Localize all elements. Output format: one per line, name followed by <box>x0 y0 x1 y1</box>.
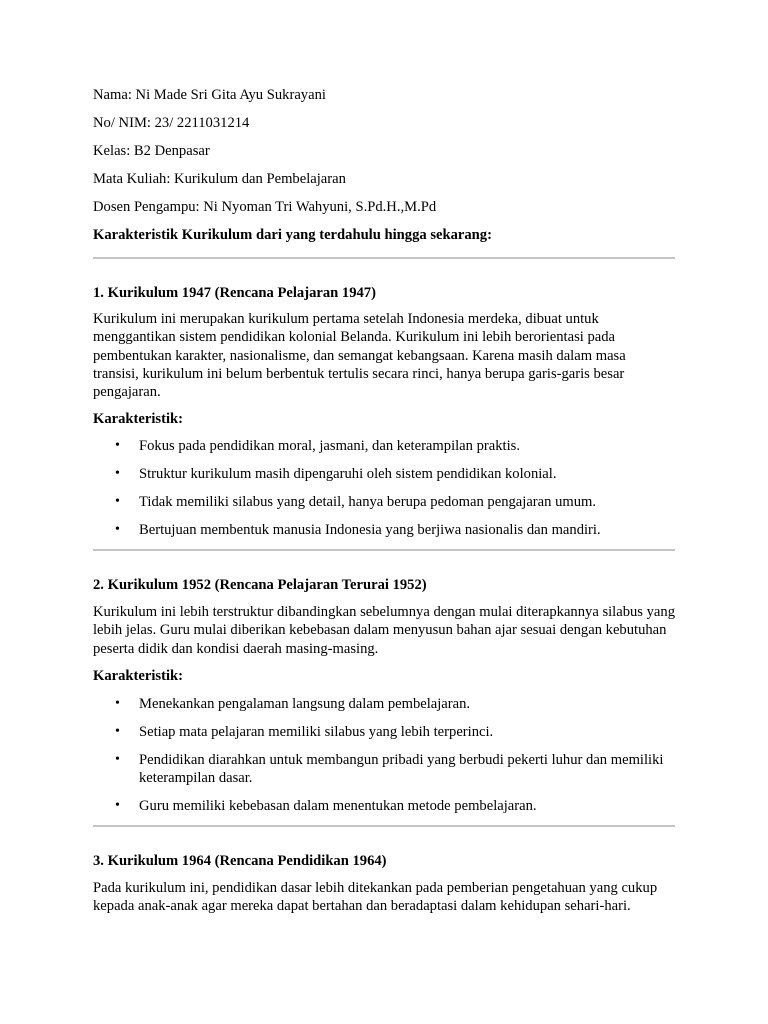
list-item: • Bertujuan membentuk manusia Indonesia yang berjiwa nasionalis dan mandiri. <box>115 522 601 539</box>
bullet-icon: • <box>115 522 120 538</box>
list-item: • Guru memiliki kebebasan dalam menentukan metode pembelajaran. <box>115 798 537 815</box>
section-paragraph: Kurikulum ini merupakan kurikulum pertama setelah Indonesia merdeka, dibuat untuk menggantikan sistem pendidikan kolonial Belanda. Kurikulum ini lebih berorientasi pada pembentukan karakter, nasionalisme, dan semangat kebangsaan. Karena masih dalam masa transisi, kurikulum ini belum berbentuk tertulis secara rinci, hanya berupa garis-garis besar pengajaran. <box>93 310 626 401</box>
section-kurikulum-1964 <box>93 852 675 916</box>
characteristics-list <box>93 437 675 539</box>
divider <box>93 549 675 551</box>
list-item: • Setiap mata pelajaran memiliki silabus yang lebih terperinci. <box>115 723 494 740</box>
list-item: • Tidak memiliki silabus yang detail, hanya berupa pedoman pengajaran umum. <box>115 494 597 511</box>
divider <box>93 257 675 259</box>
document-heading: Karakteristik Kurikulum dari yang terdahulu hingga sekarang: <box>93 227 492 243</box>
characteristics-label: Karakteristik: <box>93 410 183 427</box>
course-name: Mata Kuliah: Kurikulum dan Pembelajaran <box>93 171 346 187</box>
bullet-icon: • <box>115 438 120 454</box>
section-title: 2. Kurikulum 1952 (Rencana Pelajaran Terurai 1952) <box>93 576 427 593</box>
section-title: 3. Kurikulum 1964 (Rencana Pendidikan 1964) <box>93 852 387 869</box>
student-nim: No/ NIM: 23/ 2211031214 <box>93 115 250 131</box>
bullet-icon: • <box>115 751 120 767</box>
bullet-icon: • <box>115 723 120 739</box>
list-item: • Menekankan pengalaman langsung dalam pembelajaran. <box>115 695 471 712</box>
section-paragraph: Pada kurikulum ini, pendidikan dasar lebih ditekankan pada pemberian pengetahuan yang cukup kepada anak-anak agar mereka dapat bertahan dan beradaptasi dalam kehidupan sehari-hari. <box>93 879 658 915</box>
section-paragraph: Kurikulum ini lebih terstruktur dibandingkan sebelumnya dengan mulai diterapkannya silabus yang lebih jelas. Guru mulai diberikan kebebasan dalam menyusun bahan ajar sesuai dengan kebutuhan peserta didik dan kondisi daerah masing-masing. <box>93 604 675 657</box>
student-name: Nama: Ni Made Sri Gita Ayu Sukrayani <box>93 87 326 103</box>
section-kurikulum-1952 <box>93 576 675 816</box>
bullet-icon: • <box>115 466 120 482</box>
divider <box>93 825 675 827</box>
list-item: • Fokus pada pendidikan moral, jasmani, dan keterampilan praktis. <box>115 438 520 455</box>
section-kurikulum-1947 <box>93 284 675 539</box>
characteristics-label: Karakteristik: <box>93 668 183 685</box>
characteristics-list <box>93 695 675 816</box>
class-info: Kelas: B2 Denpasar <box>93 143 210 159</box>
bullet-icon: • <box>115 695 120 711</box>
document-page <box>93 86 675 916</box>
section-title: 1. Kurikulum 1947 (Rencana Pelajaran 1947) <box>93 285 376 302</box>
list-item: • Pendidikan diarahkan untuk membangun pribadi yang berbudi pekerti luhur dan memiliki keterampilan dasar. <box>115 751 664 787</box>
bullet-icon: • <box>115 798 120 814</box>
lecturer-name: Dosen Pengampu: Ni Nyoman Tri Wahyuni, S.Pd.H.,M.Pd <box>93 199 437 215</box>
bullet-icon: • <box>115 494 120 510</box>
list-item: • Struktur kurikulum masih dipengaruhi oleh sistem pendidikan kolonial. <box>115 466 557 483</box>
